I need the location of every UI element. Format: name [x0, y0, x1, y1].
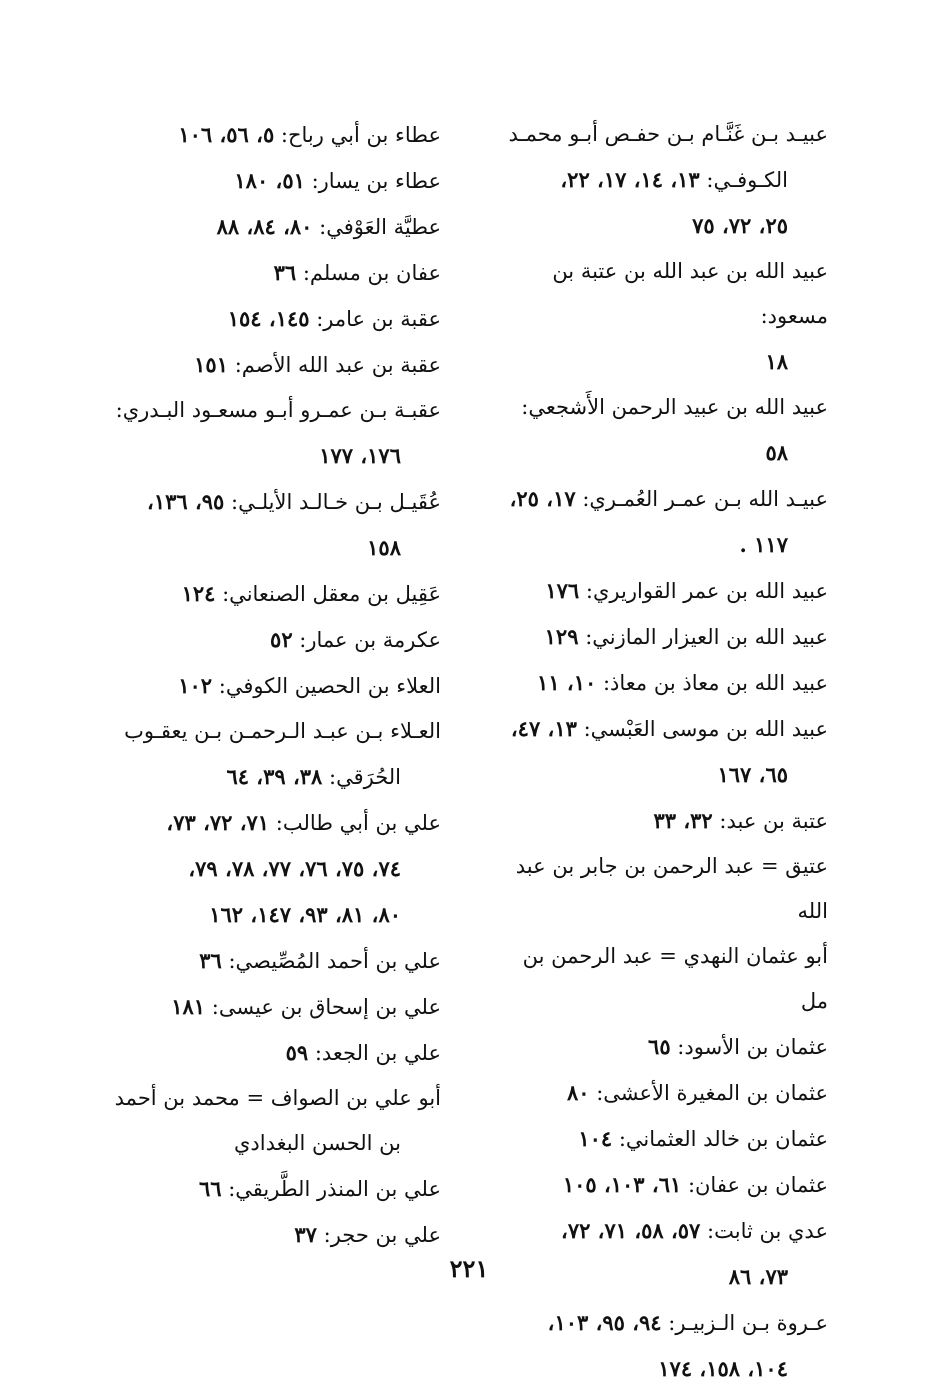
index-entry: علي بن أحمد المُصِّيصي: ٣٦ [199, 948, 441, 973]
index-entry: عفان بن مسلم: ٣٦ [273, 260, 441, 285]
index-entry: عتيق = عبد الرحمن بن جابر بن عبد الله [515, 854, 828, 923]
index-entry: عبيـد بـن غَنَّـام بـن حفـص أبـو محمـد الكـوفـي: ١٣، ١٤، ١٧، ٢٢، ٢٥، ٧٢، ٧٥ [508, 122, 828, 238]
index-entry: علي بن حجر: ٣٧ [294, 1222, 441, 1247]
index-entry: عبيد الله بن عبد الله بن عتبة بن مسعود: ١٨ [552, 259, 828, 374]
index-entry: عبيد الله بن العيزار المازني: ١٢٩ [544, 624, 828, 649]
index-entry: أبو علي بن الصواف = محمد بن أحمد بن الحسن البغدادي [114, 1086, 441, 1155]
index-entry: عبيد الله بن معاذ بن معاذ: ١٠، ١١ [537, 670, 828, 695]
index-column-right [493, 112, 828, 1392]
index-entry: علي بن أبي طالب: ٧١، ٧٢، ٧٣، ٧٤، ٧٥، ٧٦، ٧٧، ٧٨، ٧٩، ٨٠، ٨١، ٩٣، ١٤٧، ١٦٢ [166, 810, 441, 927]
index-entry: العلاء بن الحصين الكوفي: ١٠٢ [178, 673, 441, 698]
index-entry: عطيَّة العَوْفي: ٨٠، ٨٤، ٨٨ [216, 214, 441, 239]
index-column-left [96, 112, 441, 1258]
index-entry: عثمان بن عفان: ٦١، ١٠٣، ١٠٥ [562, 1172, 828, 1197]
index-entry: عبيد الله بن موسى العَبْسي: ١٣، ٤٧، ٦٥، ١٦٧ [510, 716, 828, 787]
index-entry: عثمان بن المغيرة الأعشى: ٨٠ [566, 1080, 828, 1105]
index-entry: عقبـة بـن عمـرو أبـو مسعـود البـدري: ١٧٦، ١٧٧ [115, 398, 441, 468]
page-number: ٢٢١ [449, 1254, 489, 1283]
index-entry: علي بن إسحاق بن عيسى: ١٨١ [171, 994, 441, 1019]
index-entry: عُقَيـل بـن خـالـد الأيلـي: ٩٥، ١٣٦، ١٥٨ [147, 489, 441, 560]
index-entry: عبيـد الله بـن عمـر العُمـري: ١٧، ٢٥، ١١٧ . [509, 486, 828, 557]
index-entry: عـروة بـن الـزبيـر: ٩٤، ٩٥، ١٠٣، ١٠٤، ١٥٨، ١٧٤ [547, 1310, 828, 1381]
index-entry: عَقِيل بن معقل الصنعاني: ١٢٤ [181, 581, 441, 606]
index-entry: عبيد الله بن عمر القواريري: ١٧٦ [545, 578, 828, 603]
index-entry: عقبة بن عامر: ١٤٥، ١٥٤ [227, 306, 441, 331]
index-entry: علي بن المنذر الطَّريقي: ٦٦ [198, 1176, 441, 1201]
index-entry: عتبة بن عبد: ٣٢، ٣٣ [653, 808, 828, 833]
index-entry: عقبة بن عبد الله الأصم: ١٥١ [194, 352, 441, 377]
index-entry: عدي بن ثابت: ٥٧، ٥٨، ٧١، ٧٢، ٧٣، ٨٦ [561, 1218, 828, 1289]
index-entry: عثمان بن خالد العثماني: ١٠٤ [578, 1126, 828, 1151]
index-entry: عطاء بن يسار: ٥١، ١٨٠ [234, 168, 441, 193]
index-entry: عثمان بن الأسود: ٦٥ [648, 1034, 828, 1059]
index-entry: عطاء بن أبي رباح: ٥، ٥٦، ١٠٦ [178, 122, 441, 147]
index-entry: علي بن الجعد: ٥٩ [285, 1040, 441, 1065]
index-entry: عبيد الله بن عبيد الرحمن الأَشجعي: ٥٨ [521, 395, 828, 465]
index-entry: عكرمة بن عمار: ٥٢ [270, 627, 441, 652]
index-entry: أبو عثمان النهدي = عبد الرحمن بن مل [522, 944, 828, 1013]
index-entry: العـلاء بـن عبـد الـرحمـن بـن يعقـوب الحُرَقي: ٣٨، ٣٩، ٦٤ [124, 719, 441, 789]
